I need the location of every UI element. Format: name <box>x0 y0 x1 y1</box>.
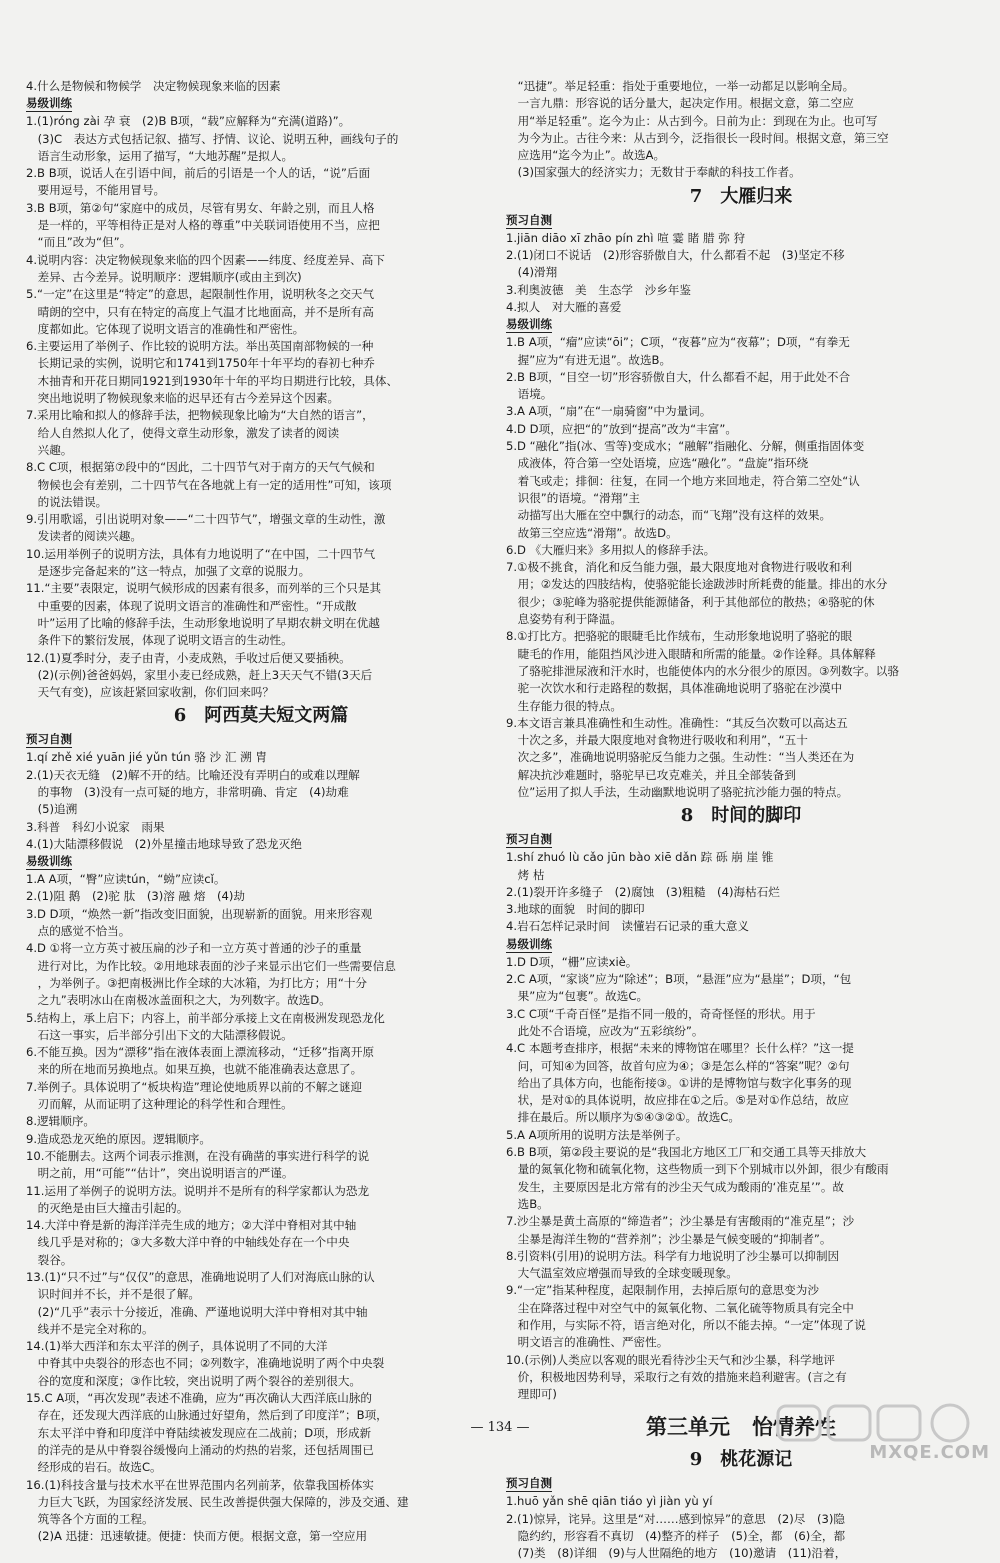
answer-line: 12.(1)夏季时分，麦子由青，小麦成熟，手收过后便又要插秧。 <box>26 650 351 665</box>
section-label: 预习自测 <box>506 832 552 847</box>
answer-line: 线并不是完全对称的。 <box>26 1321 154 1336</box>
answer-line: 14.(1)举大西洋和东太平洋的例子，具体说明了不同的大洋 <box>26 1339 328 1354</box>
answer-line: 1.jiān diāo xī zhāo pín zhì 喧 霎 睹 腊 弥 狩 <box>506 230 746 245</box>
answer-line: 3.C C项“千奇百怪”是指不同一般的，奇奇怪怪的形状。用于 <box>506 1006 816 1021</box>
answer-line: 要用逗号，不能用冒号。 <box>26 183 166 198</box>
answer-line: 的说法错误。 <box>26 494 108 509</box>
right-column <box>506 78 976 1563</box>
answer-line: 识时间并不长，并不是很了解。 <box>26 1287 200 1302</box>
answer-line: 价，积极地因势利导，采取行之有效的措施来趋利避害。(言之有 <box>506 1369 847 1384</box>
answer-line: 4.说明内容：决定物候现象来临的四个因素——纬度、经度差异、高下 <box>26 252 385 267</box>
answer-line: 条件下的繁衍发展，体现了说明文语言的生动性。 <box>26 633 293 648</box>
answer-line: 叶”运用了比喻的修辞手法，生动形象地说明了早期农耕文明在优越 <box>26 615 380 630</box>
answer-line: 语境。 <box>506 387 553 402</box>
answer-line: 中重要的因素，体现了说明文语言的准确性和严密性。“开成散 <box>26 598 357 613</box>
answer-line: 位”运用了拟人手法，生动幽默地说明了骆驼抗沙能力强的特点。 <box>506 784 849 799</box>
answer-line: 度都如此。它体现了说明文语言的准确性和严密性。 <box>26 321 305 336</box>
answer-line: 10.(示例)人类应以客观的眼光看待沙尘天气和沙尘暴，科学地评 <box>506 1352 835 1367</box>
section-label-row <box>26 95 496 113</box>
answer-line: 果”应为“包裹”。故选C。 <box>506 989 649 1004</box>
answer-line: 2.(1)裂开许多缝子 (2)腐蚀 (3)粗糙 (4)海枯石烂 <box>506 884 780 899</box>
page-number: — 134 — <box>470 1420 530 1435</box>
answer-line: 5.“一定”在这里是“特定”的意思，起限制性作用，说明秋冬之交天气 <box>26 287 375 302</box>
answer-line: 给人自然拟人化了，使得文章生动形象，激发了读者的阅读 <box>26 425 340 440</box>
answer-line: 握”应为“有进无退”。故选B。 <box>506 352 672 367</box>
section-label: 易级训练 <box>506 936 552 951</box>
answer-line: 存在，还发现大西洋底的山脉通过好望角，然后到了印度洋”；B项， <box>26 1408 388 1423</box>
answer-line: 经形成的岩石。故选C。 <box>26 1460 162 1475</box>
answer-line: 东太平洋中脊和印度洋中脊陆续被发现应在二战前；D项，形成新 <box>26 1425 372 1440</box>
answer-line: 用“举足轻重”。迄今为止：从古到今。日前为止：到现在为止。也可写 <box>506 113 878 128</box>
chapter-heading <box>506 182 976 212</box>
answer-line: 和作用，与实际不符，语言绝对化，所以不能去掉。“一定”体现了说 <box>506 1318 866 1332</box>
answer-line: 5.D “融化”指(冰、雪等)变成水；“融解”指融化、分解，侧重指固体变 <box>506 439 865 454</box>
answer-line: 了骆驼排泄尿液和汗水时，也能使体内的水分很少的原因。③列数字。以骆 <box>506 663 899 678</box>
answer-line: (3)国家强大的经济实力；无数甘于奉献的科技工作者。 <box>506 165 801 180</box>
answer-line: 来的所在地而另换地点。如果互换，也就不能准确表达意思了。 <box>26 1062 363 1077</box>
answer-line: 3.A A项，“扇”在“一扇骑窗”中为量词。 <box>506 404 712 419</box>
answer-line: 9.造成恐龙灭绝的原因。逻辑顺序。 <box>26 1131 211 1146</box>
answer-line: 一言九鼎：形容说的话分量大，起决定作用。根据文意，第二空应 <box>506 96 854 111</box>
answer-line: 8.逻辑顺序。 <box>26 1114 96 1129</box>
answer-line: 是逐步完备起来的”这一特点，加强了文章的说服力。 <box>26 564 311 579</box>
answer-line: 筑等各个方面的工程。 <box>26 1512 154 1527</box>
answer-line: (2)“几乎”表示十分接近，准确、严谨地说明大洋中脊相对其中轴 <box>26 1304 368 1319</box>
answer-line: 11.运用了举例子的说明方法。说明并不是所有的科学家都认为恐龙 <box>26 1183 370 1198</box>
answer-line: 隐约约，形容看不真切 (4)整齐的样子 (5)全，都 (6)全，都 <box>506 1529 846 1544</box>
answer-line: 1.qí zhě xié yuān jié yǔn tún 骆 沙 汇 溯 胄 <box>26 750 267 765</box>
answer-line: 14.大洋中脊是新的海洋洋壳生成的地方；②大洋中脊相对其中轴 <box>26 1218 357 1233</box>
chapter-title: 大雁归来 <box>720 185 793 207</box>
section-label-row <box>26 853 496 871</box>
answer-line: 之九”表明冰山在南极冰盖面积之大，为列数字。故选D。 <box>26 993 331 1008</box>
answer-line: 15.C A项，“再次发现”表述不准确，应为“再次确认大西洋底山脉的 <box>26 1391 373 1406</box>
answer-line: 力巨大飞跃，为国家经济发展、民生改善提供强大保障的，涉及交通、建 <box>26 1494 409 1509</box>
answer-line: 生存能力很的特点。 <box>506 698 622 713</box>
answer-line: 9.本文语言兼具准确性和生动性。准确性：“其反刍次数可以高达五 <box>506 715 848 730</box>
answer-line: 1.D D项，“栅”应读xiè。 <box>506 954 638 969</box>
section-label: 预习自测 <box>506 1476 552 1491</box>
answer-line: 刃而解，从而证明了这种理论的科学性和合理性。 <box>26 1097 293 1112</box>
answer-line: (2)(示例)爸爸妈妈，家里小麦已经成熟，赶上3天天气不错(3天后 <box>26 667 373 682</box>
answer-line: 睫毛的作用，能阻挡风沙进入眼睛和所需的能量。②作诠释。具体解释 <box>506 646 876 661</box>
answer-line: 2.B B项，说话人在引语中间，前后的引语是一个人的话，“说”后面 <box>26 166 371 181</box>
answer-line: 7.举例子。具体说明了“板块构造”理论使地质界以前的不解之谜迎 <box>26 1079 363 1094</box>
answer-line: (5)追溯 <box>26 802 78 817</box>
section-label-row <box>506 212 976 230</box>
answer-line: 物候也会有差别，二十四节气在各地就上有一定的适用性”可知，该项 <box>26 477 392 492</box>
answer-line: 尘暴是海洋生物的“营养剂”；沙尘暴是气候变暖的“抑制者”。 <box>506 1231 832 1246</box>
chapter-heading <box>506 801 976 831</box>
answer-line: 发读者的阅读兴趣。 <box>26 529 142 544</box>
answer-line: 的事物 (3)没有一点可疑的地方，非常明确、肯定 (4)劫难 <box>26 784 349 799</box>
answer-line: 很少；③驼峰为骆驼提供能源储备，利于其他部位的散热；④骆驼的休 <box>506 594 875 609</box>
answer-line: 用；②发达的四肢结构，使骆驼能长途跋涉时所耗费的能量。排出的水分 <box>506 577 888 592</box>
answer-line: 7.①极不挑食，消化和反刍能力强，最大限度地对食物进行吸收和利 <box>506 560 853 575</box>
answer-line: 1.B A项，“瘤”应读“ōi”；C项，“夜暮”应为“夜幕”；D项，“有拳无 <box>506 335 850 350</box>
section-label-row <box>506 831 976 849</box>
answer-line: 8.①打比方。把骆驼的眼睫毛比作绒布，生动形象地说明了骆驼的眼 <box>506 629 853 644</box>
section-label: 预习自测 <box>26 732 72 747</box>
chapter-number: 7 <box>689 185 703 207</box>
chapter-title: 桃花源记 <box>720 1449 793 1471</box>
answer-line: 差异、古今差异。说明顺序：逻辑顺序(或由主到次) <box>26 269 302 284</box>
answer-line: 5.A A项所用的说明方法是举例子。 <box>506 1127 688 1142</box>
answer-line: 4.D D项，应把“的”放到“提高”改为“丰富”。 <box>506 421 737 436</box>
answer-line: (3)C 表达方式包括记叙、描写、抒情、议论、说明五种，画线句子的 <box>26 131 399 146</box>
answer-line: 5.结构上，承上启下；内容上，前半部分承接上文在南极洲发现恐龙化 <box>26 1010 385 1025</box>
answer-line: 语言生动形象，运用了描写，“大地苏醒”是拟人。 <box>26 148 294 163</box>
answer-line: 石这一事实，后半部分引出下文的大陆漂移假说。 <box>26 1027 293 1042</box>
answer-line: 7.采用比喻和拟人的修辞手法，把物候现象比喻为“大自然的语言”， <box>26 408 374 423</box>
answer-line: 4.拟人 对大雁的喜爱 <box>506 299 622 314</box>
answer-line: 晴朗的空中，只有在特定的高度上气温才比地面高，并不是所有高 <box>26 304 374 319</box>
answer-line: 木抽青和开花日期同1921到1930年十年的平均日期进行比较，具体、 <box>26 373 399 388</box>
unit-label: 第三单元 <box>646 1414 730 1440</box>
answer-line: 量的氮氧化物和硫氧化物，这些物质一到下个别城市以外卸，很少有酸雨 <box>506 1162 889 1177</box>
answer-line: 解决抗沙难题时，骆驼早已攻克难关，并且全部装备到 <box>506 767 796 782</box>
answer-line: 动描写出大雁在空中飘行的动态，而“飞翔”没有这样的效果。 <box>506 508 832 523</box>
answer-line: 6.D 《大雁归来》多用拟人的修辞手法。 <box>506 542 716 557</box>
left-column <box>26 78 496 1546</box>
answer-line: 的灭绝是由巨大撞击引起的。 <box>26 1200 189 1215</box>
answer-line: 着飞或走；排徊：往复，在同一个地方来回地走，符合第二空处“认 <box>506 473 860 488</box>
answer-line: 1.huō yǎn shē qiān tiáo yì jiàn yù yí <box>506 1494 713 1509</box>
answer-line: 11.“主要”表限定，说明气候形成的因素有很多，而列举的三个只是其 <box>26 581 382 596</box>
answer-line: 2.C A项，“家谈”应为“除述”；B项，“悬涯”应为“悬崖”；D项，“包 <box>506 972 852 987</box>
chapter-title: 阿西莫夫短文两篇 <box>204 705 349 727</box>
answer-line: 兴趣。 <box>26 442 73 457</box>
answer-line: 给出了具体方向，也能衔接③。①讲的是博物馆与数字化事务的现 <box>506 1075 852 1090</box>
unit-title: 怡情养性 <box>752 1414 836 1440</box>
answer-line: 突出地说明了物候现象来临的迟早还有古今差异这个因素。 <box>26 391 340 406</box>
answer-line: 息姿势有利于降温。 <box>506 612 622 627</box>
answer-line: 问，可知④为回答，故首句应为④；③是怎么样的“答案”呢？②句 <box>506 1058 850 1073</box>
answer-line: 4.岩石怎样记录时间 读懂岩石记录的重大意义 <box>506 919 749 934</box>
chapter-heading <box>26 701 496 731</box>
answer-line: 故第三空应选“滑翔”。故选D。 <box>506 525 678 540</box>
answer-line: 谷的宽度和深度；③作比较，突出说明了两个裂谷的差别很大。 <box>26 1373 362 1388</box>
chapter-number: 8 <box>680 805 694 827</box>
answer-line: 3.地球的面貌 时间的脚印 <box>506 902 645 917</box>
answer-line: 9.“一定”指某种程度，起限制作用，去掉后原句的意思变为沙 <box>506 1283 819 1298</box>
answer-line: 3.科普 科幻小说家 雨果 <box>26 819 165 834</box>
answer-line: (2)A 迅捷：迅速敏捷。便捷：快而方便。根据文意，第一空应用 <box>26 1529 368 1544</box>
answer-line: 选B。 <box>506 1196 549 1211</box>
answer-line: 6.不能互换。因为“漂移”指在液体表面上漂流移动，“迁移”指离开原 <box>26 1045 375 1060</box>
answer-line: 1.(1)róng zài 孕 衰 (2)B B项，“载”应解释为“充满(道路)”。 <box>26 114 351 129</box>
answer-line: 明之前，用“可能”“估计”，突出说明语言的严谨。 <box>26 1166 294 1181</box>
answer-line: 2.(1)天衣无缝 (2)解不开的结。比喻还没有弄明白的或难以理解 <box>26 767 360 782</box>
answer-line: 线几乎是对称的；③大多数大洋中脊的中轴线处存在一个中央 <box>26 1235 350 1250</box>
answer-line: ，为举例子。③把南极洲比作全球的大冰箱，为打比方；用“十分 <box>26 975 368 990</box>
answer-line: 点的感觉不恰当。 <box>26 924 131 939</box>
section-label-row <box>506 316 976 334</box>
answer-line: 8.C C项，根据第⑦段中的“因此，二十四节气对于南方的天气气候和 <box>26 460 375 475</box>
answer-line: (4)滑翔 <box>506 265 558 280</box>
answer-line: 理即可) <box>506 1387 557 1402</box>
answer-line: 状，是对①的具体说明，故应排在①之后。⑤是对①作总结，故应 <box>506 1093 850 1108</box>
answer-line: 应选用“迄今为止”。故选A。 <box>506 148 666 163</box>
answer-line: 成液体，符合第一空处语境，应选“融化”。“盘旋”指环绕 <box>506 456 809 471</box>
answer-line: 的洋壳的是从中脊裂谷缓慢向上涌动的灼热的岩浆，还包括周围已 <box>26 1442 374 1457</box>
answer-line: (7)类 (8)详细 (9)与人世隔绝的地方 (10)邀请 (11)沿着， <box>506 1546 847 1561</box>
answer-line: 发生，主要原因是北方常有的沙尘天气成为酸雨的‘准克星’”。故 <box>506 1179 845 1194</box>
answer-line: 尘在降落过程中对空气中的氮氧化物、二氧化硫等物质具有完全中 <box>506 1300 854 1315</box>
answer-line: 10.运用举例子的说明方法，具体有力地说明了“在中国，二十四节气 <box>26 546 376 561</box>
answer-line: 明文语言的准确性、严密性。 <box>506 1335 669 1350</box>
answer-line: 2.(1)闭口不说话 (2)形容骄傲自大，什么都看不起 (3)坚定不移 <box>506 248 845 263</box>
section-label: 易级训练 <box>26 854 72 869</box>
section-label-row <box>26 731 496 749</box>
answer-line: 次之多”，准确地说明骆驼反刍能力之强。生动性：“当人类还在为 <box>506 750 855 765</box>
answer-line: 7.沙尘暴是黄土高原的“缔造者”；沙尘暴是有害酸雨的“准克星”；沙 <box>506 1214 855 1229</box>
answer-line: 2.(1)阻 鹅 (2)驼 肽 (3)溶 融 熔 (4)劫 <box>26 889 246 904</box>
answer-line: 进行对比，为作比较。②用地球表面的沙子来显示出它们一些需要信息 <box>26 958 396 973</box>
answer-line: 9.引用歌谣，引出说明对象——“二十四节气”，增强文章的生动性，激 <box>26 512 386 527</box>
answer-line: 8.引资料(引用)的说明方法。科学有力地说明了沙尘暴可以抑制因 <box>506 1248 840 1263</box>
answer-line: 3.利奥波德 美 生态学 沙乡年鉴 <box>506 282 691 297</box>
answer-line: 16.(1)科技含量与技术水平在世界范围内名列前茅，依靠我国桥体实 <box>26 1477 374 1492</box>
answer-line: 烤 枯 <box>506 867 545 882</box>
answer-line: 为今为止。古往今来：从古到今，泛指很长一段时间。根据文意，第三空 <box>506 130 889 145</box>
chapter-title: 时间的脚印 <box>711 805 802 827</box>
watermark-text: MXQE.COM <box>869 1442 990 1463</box>
section-label-row <box>506 1475 976 1493</box>
answer-line: 中脊其中央裂谷的形态也不同；②列数字，准确地说明了两个中央裂 <box>26 1356 385 1371</box>
answer-line: 1.shí zhuó lù cǎo jūn bào xiē dǎn 踪 砾 崩 崖 锥 <box>506 850 774 865</box>
answer-line: 2.(1)惊异，诧异。这里是“对……感到惊异”的意思 (2)尽 (3)隐 <box>506 1511 845 1526</box>
answer-line: 4.C 本题考查排序，根据“未来的博物馆在哪里？长什么样？”这一提 <box>506 1041 854 1056</box>
answer-line: 3.D D项，“焕然一新”指改变旧面貌，出现崭新的面貌。用来形容观 <box>26 906 373 921</box>
chapter-number: 9 <box>689 1449 703 1471</box>
answer-line: 10.不能删去。这两个词表示推测，在没有确凿的事实进行科学的说 <box>26 1148 370 1163</box>
answer-line: 排在最后。所以顺序为⑤④③②①。故选C。 <box>506 1110 740 1125</box>
section-label: 易级训练 <box>506 317 552 332</box>
answer-line: 识很”的语境。“滑翔”主 <box>506 490 640 505</box>
answer-line: 2.B B项，“目空一切”形容骄傲自大，什么都看不起，用于此处不合 <box>506 369 851 384</box>
answer-line: 是一样的，平等相待正是对人格的尊重”中关联词语使用不当，应把 <box>26 218 380 233</box>
section-label-row <box>506 936 976 954</box>
answer-line: 长期记录的实例，说明它和1741到1750年十年平均的春初七种乔 <box>26 356 375 371</box>
answer-line: 驼一次饮水和行走路程的数据，具体准确地说明了骆驼在沙漠中 <box>506 681 843 696</box>
answer-line: 1.A A项，“臀”应读tún，“蚴”应读cǐ。 <box>26 872 226 887</box>
answer-line: 大气温室效应增强而导致的全球变暖现象。 <box>506 1266 738 1281</box>
chapter-number: 6 <box>173 705 187 727</box>
answer-line: 6.B B项，第②段主要说的是“我国北方地区工厂和交通工具等天排放大 <box>506 1145 867 1160</box>
section-label: 易级训练 <box>26 96 72 111</box>
answer-line: 十次之多，并最大限度地对食物进行吸收和利用”，“五十 <box>506 733 808 748</box>
answer-line: 3.B B项，第②句“家庭中的成员，尽管有男女、年龄之别，而且人格 <box>26 200 375 215</box>
answer-line: 4.D ①将一立方英寸被压扁的沙子和一立方英寸普通的沙子的重量 <box>26 941 362 956</box>
answer-line: 裂谷。 <box>26 1252 73 1267</box>
answer-line: 此处不合语境，应改为“五彩缤纷”。 <box>506 1023 704 1038</box>
answer-line: “而且”改为“但”。 <box>26 235 132 250</box>
section-label: 预习自测 <box>506 212 552 227</box>
answer-line: 4.什么是物候和物候学 决定物候现象来临的因素 <box>26 79 281 93</box>
answer-line: 天气有变)，应该赶紧回家收割，你们回来吗？ <box>26 685 274 700</box>
answer-line: 13.(1)“只不过”与“仅仅”的意思，准确地说明了人们对海底山脉的认 <box>26 1270 375 1284</box>
answer-line: 4.(1)大陆漂移假说 (2)外星撞击地球导致了恐龙灭绝 <box>26 836 302 851</box>
answer-line: “迅捷”。举足轻重：指处于重要地位，一举一动都足以影响全局。 <box>506 79 855 93</box>
answer-line: 6.主要运用了举例子、作比较的说明方法。举出英国南部物候的一种 <box>26 339 374 354</box>
